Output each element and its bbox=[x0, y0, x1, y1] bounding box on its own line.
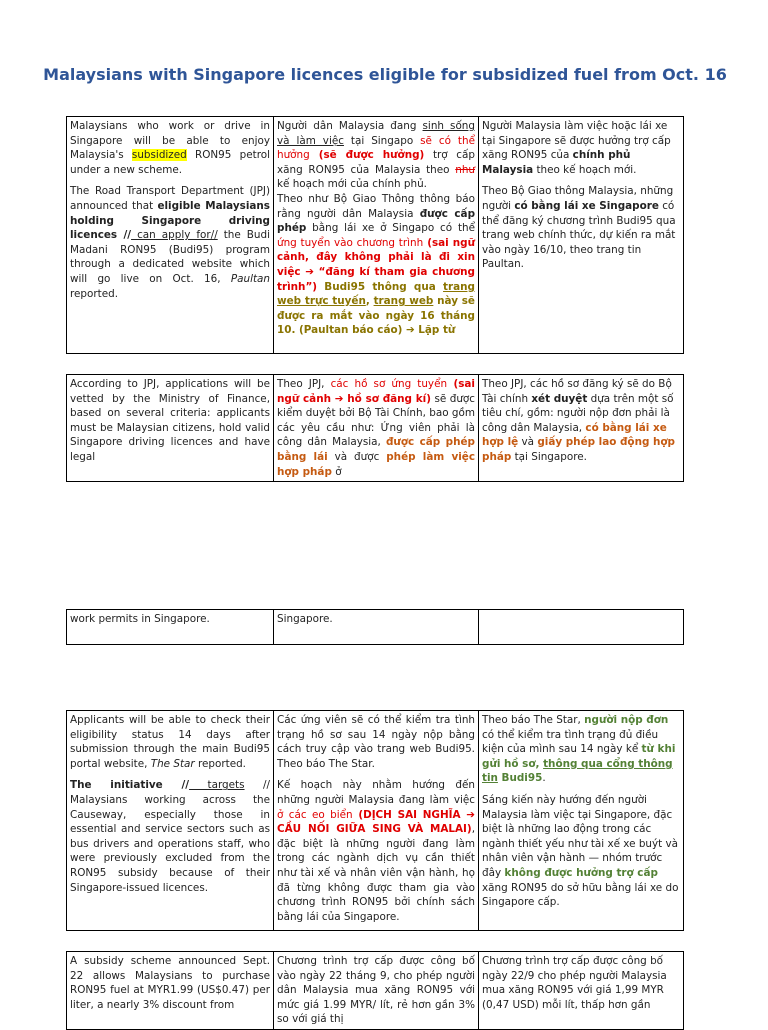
translation-table-1 bbox=[66, 116, 684, 354]
page-title: Malaysians with Singapore licences eligible for subsidized fuel from Oct. 16 bbox=[43, 65, 727, 84]
english-source-cell: A subsidy scheme announced Sept. 22 allows Malaysians to purchase RON95 fuel at MYR1.99 (US$0.47) per liter, a nearly 3% discount from bbox=[67, 952, 274, 1030]
english-source-cell: work permits in Singapore. bbox=[67, 610, 274, 645]
vietnamese-draft-cell: Chương trình trợ cấp được công bố vào ngày 22 tháng 9, cho phép người dân Malaysia mua xăng RON95 với mức giá 1.99 MYR/ lít, rẻ hơn gần 3% so với giá thị bbox=[274, 952, 479, 1030]
translation-table-4 bbox=[66, 710, 684, 931]
vietnamese-revised-cell bbox=[479, 610, 684, 645]
vietnamese-draft-cell: Các ứng viên sẽ có thể kiểm tra tình trạng hồ sơ sau 14 ngày nộp bằng cách truy cập vào trang web Budi95. Theo báo The Star. Kế hoạch này nhằm hướng đến những người Malaysia đang làm việc ở các eo biển (DỊCH SAI NGHĨA ➔ CẦU NỐI GIỮA SING VÀ MALAI), đặc biệt là những người đang làm trong các ngành dịch vụ cần thiết như tài xế và nhân viên vận hành, họ đã từng không được tham gia vào chương trình RON95 bởi chính sách bằng lái của Singapore. bbox=[274, 711, 479, 931]
translation-table-2 bbox=[66, 374, 684, 482]
english-source-cell: Malaysians who work or drive in Singapore will be able to enjoy Malaysia's subsidized RON95 petrol under a new scheme. The Road Transport Department (JPJ) announced that eligible Malaysians holding Singapore driving licences // can apply for// the Budi Madani RON95 (Budi95) program through a dedicated website which will go live on Oct. 16, Paultan reported. bbox=[67, 117, 274, 354]
english-source-cell: According to JPJ, applications will be vetted by the Ministry of Finance, based on several criteria: applicants must be Malaysian citizens, hold valid Singapore driving licences and have legal bbox=[67, 375, 274, 482]
vietnamese-revised-cell: Theo JPJ, các hồ sơ đăng ký sẽ do Bộ Tài chính xét duyệt dựa trên một số tiêu chí, gồm: người nộp đơn phải là công dân Malaysia, có bằng lái xe hợp lệ và giấy phép lao động hợp pháp tại Singapore. bbox=[479, 375, 684, 482]
english-source-cell: Applicants will be able to check their eligibility status 14 days after submission through the main Budi95 portal website, The Star reported. The initiative // targets // Malaysians working across the Causeway, especially those in essential and service sectors such as bus drivers and operations staff, who were previously excluded from the RON95 subsidy because of their Singapore-issued licences. bbox=[67, 711, 274, 931]
vietnamese-draft-cell: Singapore. bbox=[274, 610, 479, 645]
translation-table-5 bbox=[66, 951, 684, 1030]
translation-table-3 bbox=[66, 609, 684, 645]
vietnamese-revised-cell: Chương trình trợ cấp được công bố ngày 22/9 cho phép người Malaysia mua xăng RON95 với giá 1,99 MYR (0,47 USD) mỗi lít, thấp hơn gần bbox=[479, 952, 684, 1030]
vietnamese-draft-cell: Người dân Malaysia đang sinh sống và làm việc tại Singapo sẽ có thể hưởng (sẽ được hưởng) trợ cấp xăng RON95 của Malaysia theo như kế hoạch mới của chính phủ. Theo như Bộ Giao Thông thông báo rằng người dân Malaysia được cấp phép bằng lái xe ở Singapo có thể ứng tuyển vào chương trình (sai ngữ cảnh, đây không phải là đi xin việc ➔ “đăng kí tham gia chương trình”) Budi95 thông qua trang web trực tuyến, trang web này sẽ được ra mắt vào ngày 16 tháng 10. (Paultan báo cáo) ➔ Lặp từ bbox=[274, 117, 479, 354]
vietnamese-revised-cell: Người Malaysia làm việc hoặc lái xe tại Singapore sẽ được hưởng trợ cấp xăng RON95 của chính phủ Malaysia theo kế hoạch mới. Theo Bộ Giao thông Malaysia, những người có bằng lái xe Singapore có thể đăng ký chương trình Budi95 qua trang web chính thức, dự kiến ra mắt vào ngày 16/10, theo trang tin Paultan. bbox=[479, 117, 684, 354]
vietnamese-draft-cell: Theo JPJ, các hồ sơ ứng tuyển (sai ngữ cảnh ➔ hồ sơ đăng kí) sẽ được kiểm duyệt bởi Bộ Tài Chính, bao gồm các yêu cầu như: Ứng viên phải là công dân Malaysia, được cấp phép bằng lái và được phép làm việc hợp pháp ở bbox=[274, 375, 479, 482]
vietnamese-revised-cell: Theo báo The Star, người nộp đơn có thể kiểm tra tình trạng đủ điều kiện của mình sau 14 ngày kể từ khi gửi hồ sơ, thông qua cổng thông tin Budi95. Sáng kiến này hướng đến người Malaysia làm việc tại Singapore, đặc biệt là những lao động trong các ngành thiết yếu như tài xế xe buýt và nhân viên vận hành — nhóm trước đây không được hưởng trợ cấp xăng RON95 do sở hữu bằng lái xe do Singapore cấp. bbox=[479, 711, 684, 931]
